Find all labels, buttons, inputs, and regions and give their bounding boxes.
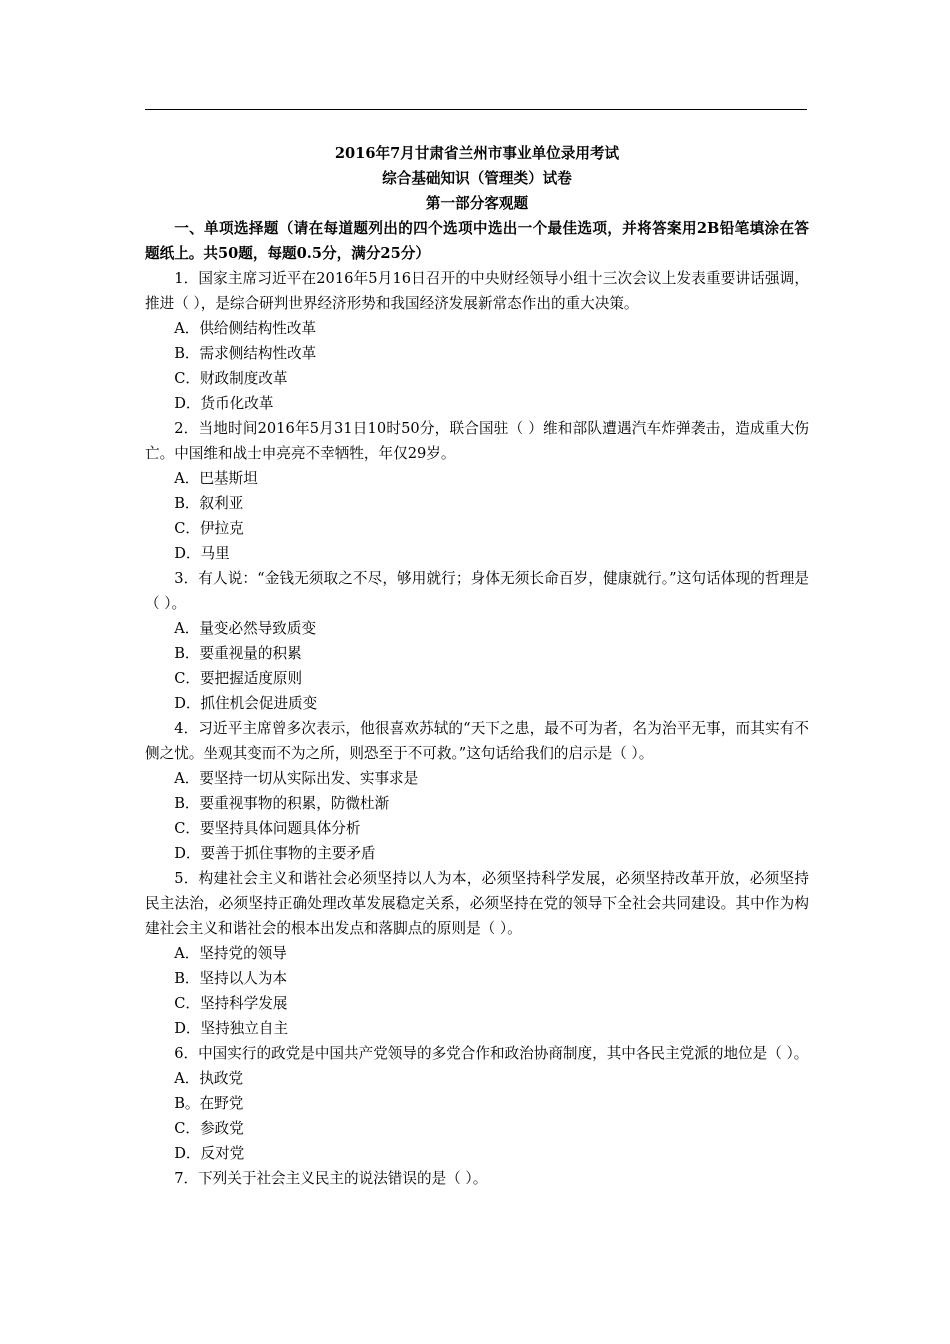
question-7 xyxy=(145,1166,809,1191)
option-d: D．坚持独立自主 xyxy=(174,1020,289,1037)
option-b: B。在野党 xyxy=(174,1095,244,1112)
exam-title: 2016年7月甘肃省兰州市事业单位录用考试 xyxy=(334,145,620,162)
option-a: A．巴基斯坦 xyxy=(174,470,258,487)
question-1 xyxy=(145,266,809,416)
option-c: C．参政党 xyxy=(174,1120,244,1137)
question-stem: 1．国家主席习近平在2016年5月16日召开的中央财经领导小组十三次会议上发表重要讲话强调，推进（ ），是综合研判世界经济形势和我国经济发展新常态作出的重大决策。 xyxy=(145,270,809,312)
option-a: A．量变必然导致质变 xyxy=(174,620,317,637)
header-rule xyxy=(145,109,807,110)
option-d: D．反对党 xyxy=(174,1145,245,1162)
option-b: B．叙利亚 xyxy=(174,495,244,512)
question-6 xyxy=(145,1041,809,1166)
option-d: D．要善于抓住事物的主要矛盾 xyxy=(174,845,376,862)
question-3 xyxy=(145,566,809,716)
option-a: A．要坚持一切从实际出发、实事求是 xyxy=(174,770,419,787)
option-b: B．坚持以人为本 xyxy=(174,970,288,987)
option-c: C．要把握适度原则 xyxy=(174,670,303,687)
option-c: C．坚持科学发展 xyxy=(174,995,288,1012)
option-c: C．财政制度改革 xyxy=(174,370,288,387)
question-stem: 5．构建社会主义和谐社会必须坚持以人为本，必须坚持科学发展，必须坚持改革开放，必须坚持民主法治，必须坚持正确处理改革发展稳定关系，必须坚持在党的领导下全社会共同建设。其中作为构建社会主义和谐社会的根本出发点和落脚点的原则是（ ）。 xyxy=(145,870,809,937)
part-title: 第一部分客观题 xyxy=(425,195,529,212)
option-d: D．货币化改革 xyxy=(174,395,274,412)
option-c: C．伊拉克 xyxy=(174,520,244,537)
option-c: C．要坚持具体问题具体分析 xyxy=(174,820,361,837)
option-d: D．马里 xyxy=(174,545,230,562)
option-b: B．需求侧结构性改革 xyxy=(174,345,317,362)
question-stem: 4．习近平主席曾多次表示，他很喜欢苏轼的“天下之患，最不可为者，名为治平无事，而其实有不侧之忧。坐观其变而不为之所，则恐至于不可救。”这句话给我们的启示是（ ）。 xyxy=(145,720,809,762)
option-b: B．要重视量的积累 xyxy=(174,645,302,662)
exam-content xyxy=(145,141,809,1191)
option-b: B．要重视事物的积累，防微杜渐 xyxy=(174,795,390,812)
question-stem: 6．中国实行的政党是中国共产党领导的多党合作和政治协商制度，其中各民主党派的地位是（ ）。 xyxy=(174,1045,809,1062)
option-a: A．供给侧结构性改革 xyxy=(174,320,317,337)
option-d: D．抓住机会促进质变 xyxy=(174,695,318,712)
option-a: A．坚持党的领导 xyxy=(174,945,287,962)
option-a: A．执政党 xyxy=(174,1070,244,1087)
section-heading: 一、单项选择题（请在每道题列出的四个选项中选出一个最佳选项，并将答案用2B铅笔填涂在答题纸上。共50题，每题0.5分，满分25分） xyxy=(145,220,809,262)
exam-subtitle: 综合基础知识（管理类）试卷 xyxy=(382,170,572,187)
question-4 xyxy=(145,716,809,866)
question-stem: 7．下列关于社会主义民主的说法错误的是（ ）。 xyxy=(174,1170,488,1187)
question-stem: 3．有人说：“金钱无须取之不尽，够用就行；身体无须长命百岁，健康就行。”这句话体现的哲理是（ ）。 xyxy=(145,570,809,612)
question-5 xyxy=(145,866,809,1041)
question-stem: 2．当地时间2016年5月31日10时50分，联合国驻（ ）维和部队遭遇汽车炸弹袭击，造成重大伤亡。中国维和战士申亮亮不幸牺牲，年仅29岁。 xyxy=(145,420,809,462)
question-2 xyxy=(145,416,809,566)
